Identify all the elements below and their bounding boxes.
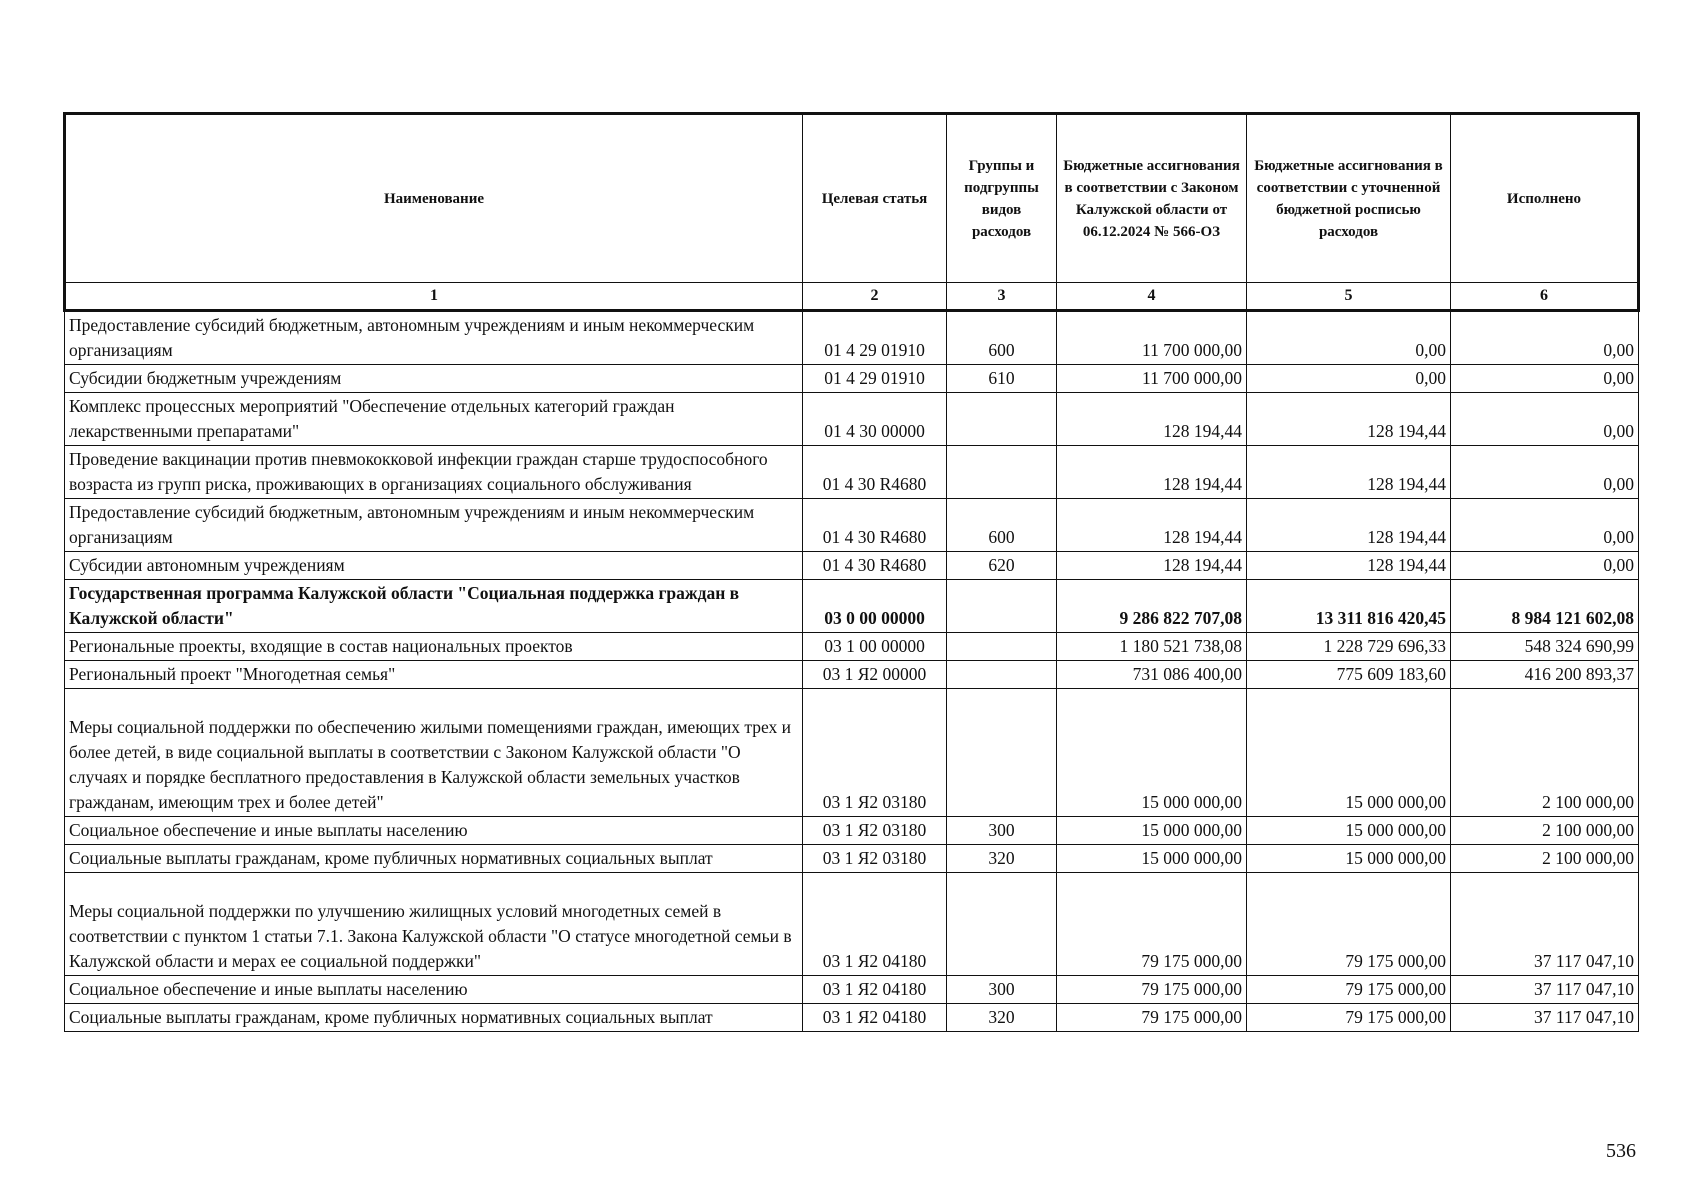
row-name: Комплекс процессных мероприятий "Обеспечение отдельных категорий граждан лекарственными препаратами" (65, 393, 803, 446)
row-expense-group: 320 (947, 1004, 1057, 1032)
row-executed-amount: 37 117 047,10 (1451, 1004, 1639, 1032)
row-executed-amount: 0,00 (1451, 365, 1639, 393)
row-law-amount: 128 194,44 (1057, 552, 1247, 580)
row-law-amount: 9 286 822 707,08 (1057, 580, 1247, 633)
header-expense-groups: Группы и подгруппы видов расходов (947, 114, 1057, 283)
row-executed-amount: 37 117 047,10 (1451, 873, 1639, 976)
row-refined-amount: 15 000 000,00 (1247, 817, 1451, 845)
row-expense-group (947, 689, 1057, 817)
column-number: 4 (1057, 283, 1247, 311)
row-target-article: 03 1 Я2 04180 (803, 873, 947, 976)
row-executed-amount: 2 100 000,00 (1451, 689, 1639, 817)
row-expense-group: 620 (947, 552, 1057, 580)
header-refined-allocations: Бюджетные ассигнования в соответствии с уточненной бюджетной росписью расходов (1247, 114, 1451, 283)
row-expense-group: 600 (947, 311, 1057, 365)
row-target-article: 03 1 Я2 03180 (803, 845, 947, 873)
table-row (65, 845, 1639, 873)
row-target-article: 01 4 30 R4680 (803, 552, 947, 580)
row-law-amount: 128 194,44 (1057, 393, 1247, 446)
row-name: Меры социальной поддержки по улучшению жилищных условий многодетных семей в соответствии с пунктом 1 статьи 7.1. Закона Калужской области "О статусе многодетной семьи в Калужской области и мерах ее социальной поддержки" (65, 873, 803, 976)
page-number: 536 (1606, 1140, 1636, 1162)
table-body (65, 311, 1639, 1032)
table-row (65, 311, 1639, 365)
row-target-article: 03 1 Я2 03180 (803, 689, 947, 817)
row-target-article: 01 4 30 R4680 (803, 446, 947, 499)
row-name: Государственная программа Калужской области "Социальная поддержка граждан в Калужской области" (65, 580, 803, 633)
row-law-amount: 15 000 000,00 (1057, 845, 1247, 873)
row-refined-amount: 15 000 000,00 (1247, 845, 1451, 873)
row-expense-group: 320 (947, 845, 1057, 873)
header-law-allocations: Бюджетные ассигнования в соответствии с Законом Калужской области от 06.12.2024 № 566-ОЗ (1057, 114, 1247, 283)
table-row (65, 1004, 1639, 1032)
row-law-amount: 15 000 000,00 (1057, 689, 1247, 817)
row-executed-amount: 548 324 690,99 (1451, 633, 1639, 661)
row-refined-amount: 0,00 (1247, 365, 1451, 393)
row-target-article: 01 4 29 01910 (803, 311, 947, 365)
row-expense-group: 610 (947, 365, 1057, 393)
row-law-amount: 731 086 400,00 (1057, 661, 1247, 689)
row-expense-group (947, 446, 1057, 499)
column-number: 1 (65, 283, 803, 311)
row-refined-amount: 128 194,44 (1247, 552, 1451, 580)
row-name: Социальные выплаты гражданам, кроме публичных нормативных социальных выплат (65, 1004, 803, 1032)
row-name: Региональные проекты, входящие в состав национальных проектов (65, 633, 803, 661)
row-refined-amount: 128 194,44 (1247, 393, 1451, 446)
column-number: 2 (803, 283, 947, 311)
row-law-amount: 11 700 000,00 (1057, 311, 1247, 365)
table-row (65, 499, 1639, 552)
table-row (65, 633, 1639, 661)
row-law-amount: 128 194,44 (1057, 499, 1247, 552)
column-number: 3 (947, 283, 1057, 311)
row-name: Субсидии бюджетным учреждениям (65, 365, 803, 393)
row-executed-amount: 0,00 (1451, 446, 1639, 499)
row-expense-group (947, 393, 1057, 446)
row-executed-amount: 416 200 893,37 (1451, 661, 1639, 689)
row-refined-amount: 128 194,44 (1247, 499, 1451, 552)
row-refined-amount: 0,00 (1247, 311, 1451, 365)
row-name: Субсидии автономным учреждениям (65, 552, 803, 580)
row-target-article: 03 0 00 00000 (803, 580, 947, 633)
row-law-amount: 79 175 000,00 (1057, 1004, 1247, 1032)
row-target-article: 03 1 Я2 03180 (803, 817, 947, 845)
table-row (65, 873, 1639, 976)
row-executed-amount: 8 984 121 602,08 (1451, 580, 1639, 633)
row-name: Региональный проект "Многодетная семья" (65, 661, 803, 689)
row-executed-amount: 0,00 (1451, 311, 1639, 365)
table-row (65, 976, 1639, 1004)
row-target-article: 01 4 30 R4680 (803, 499, 947, 552)
row-expense-group (947, 633, 1057, 661)
header-executed: Исполнено (1451, 114, 1639, 283)
row-name: Предоставление субсидий бюджетным, автономным учреждениям и иным некоммерческим организациям (65, 311, 803, 365)
row-law-amount: 128 194,44 (1057, 446, 1247, 499)
row-executed-amount: 37 117 047,10 (1451, 976, 1639, 1004)
row-name: Социальное обеспечение и иные выплаты населению (65, 817, 803, 845)
row-name: Проведение вакцинации против пневмококковой инфекции граждан старше трудоспособного возраста из групп риска, проживающих в организациях социального обслуживания (65, 446, 803, 499)
row-refined-amount: 79 175 000,00 (1247, 1004, 1451, 1032)
row-name: Меры социальной поддержки по обеспечению жилыми помещениями граждан, имеющих трех и более детей, в виде социальной выплаты в соответствии с Законом Калужской области "О случаях и порядке бесплатного предоставления в Калужской области земельных участков гражданам, имеющим трех и более детей" (65, 689, 803, 817)
row-expense-group (947, 580, 1057, 633)
table-row (65, 393, 1639, 446)
row-expense-group: 300 (947, 976, 1057, 1004)
column-number: 6 (1451, 283, 1639, 311)
row-target-article: 03 1 Я2 04180 (803, 1004, 947, 1032)
row-expense-group: 600 (947, 499, 1057, 552)
row-target-article: 03 1 Я2 04180 (803, 976, 947, 1004)
row-refined-amount: 128 194,44 (1247, 446, 1451, 499)
row-refined-amount: 15 000 000,00 (1247, 689, 1451, 817)
table-row (65, 689, 1639, 817)
row-name: Социальные выплаты гражданам, кроме публичных нормативных социальных выплат (65, 845, 803, 873)
row-executed-amount: 0,00 (1451, 552, 1639, 580)
row-law-amount: 79 175 000,00 (1057, 873, 1247, 976)
table-row (65, 446, 1639, 499)
row-refined-amount: 79 175 000,00 (1247, 873, 1451, 976)
row-law-amount: 1 180 521 738,08 (1057, 633, 1247, 661)
row-executed-amount: 2 100 000,00 (1451, 845, 1639, 873)
row-refined-amount: 775 609 183,60 (1247, 661, 1451, 689)
table-row (65, 552, 1639, 580)
row-expense-group (947, 873, 1057, 976)
table-header (65, 114, 1639, 311)
row-refined-amount: 1 228 729 696,33 (1247, 633, 1451, 661)
header-name: Наименование (65, 114, 803, 283)
row-name: Предоставление субсидий бюджетным, автономным учреждениям и иным некоммерческим организациям (65, 499, 803, 552)
row-law-amount: 15 000 000,00 (1057, 817, 1247, 845)
row-executed-amount: 0,00 (1451, 499, 1639, 552)
row-law-amount: 79 175 000,00 (1057, 976, 1247, 1004)
row-refined-amount: 13 311 816 420,45 (1247, 580, 1451, 633)
table-row (65, 661, 1639, 689)
row-target-article: 01 4 30 00000 (803, 393, 947, 446)
column-number: 5 (1247, 283, 1451, 311)
row-target-article: 01 4 29 01910 (803, 365, 947, 393)
row-refined-amount: 79 175 000,00 (1247, 976, 1451, 1004)
row-name: Социальное обеспечение и иные выплаты населению (65, 976, 803, 1004)
row-target-article: 03 1 Я2 00000 (803, 661, 947, 689)
budget-table (63, 112, 1640, 1032)
row-executed-amount: 0,00 (1451, 393, 1639, 446)
table-row (65, 817, 1639, 845)
row-expense-group: 300 (947, 817, 1057, 845)
table-row (65, 365, 1639, 393)
row-executed-amount: 2 100 000,00 (1451, 817, 1639, 845)
header-target-article: Целевая статья (803, 114, 947, 283)
row-target-article: 03 1 00 00000 (803, 633, 947, 661)
table-row (65, 580, 1639, 633)
row-expense-group (947, 661, 1057, 689)
row-law-amount: 11 700 000,00 (1057, 365, 1247, 393)
